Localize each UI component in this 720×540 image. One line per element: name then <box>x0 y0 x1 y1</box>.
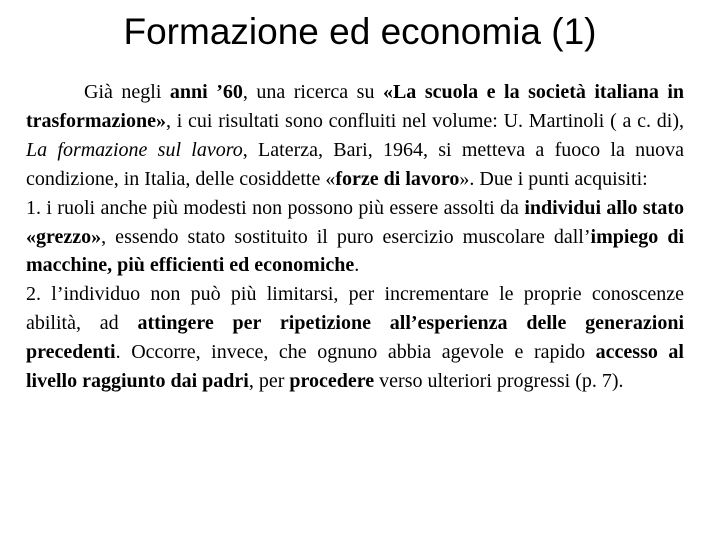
text-run: , essendo stato sostituito il puro esercizio muscolare dall’ <box>101 225 591 248</box>
point-1 <box>26 194 684 281</box>
text-run: ». Due i punti acquisiti: <box>459 167 648 190</box>
bold-run: impiego di macchine, più efficienti ed economiche <box>26 225 684 277</box>
text-run: verso ulteriori progressi (p. 7). <box>374 370 624 393</box>
text-run: Già negli <box>84 81 170 103</box>
bold-run: individui allo stato «grezzo» <box>26 196 684 248</box>
bold-run: attingere per ripetizione all’esperienza delle generazioni precedenti <box>26 312 684 364</box>
text-run: , una ricerca su <box>242 81 383 103</box>
text-run: . Occorre, invece, che ognuno abbia agevole e rapido <box>115 341 596 364</box>
text-run: , Laterza, Bari, 1964, si metteva a fuoco la nuova condizione, in Italia, delle cosiddette « <box>26 138 684 190</box>
book-title: La formazione sul lavoro <box>26 138 243 161</box>
text-run: . <box>354 254 360 277</box>
slide-body <box>26 78 684 396</box>
bold-run: anni ’60 <box>169 81 243 103</box>
bold-run: forze di lavoro <box>335 167 460 190</box>
point-2 <box>26 280 684 396</box>
bold-run: «La scuola e la società italiana in trasformazione» <box>26 81 685 132</box>
bold-run: accesso al livello raggiunto dai padri <box>26 341 684 393</box>
text-run: , per <box>248 370 290 393</box>
bold-run: procedere <box>289 370 375 393</box>
text-run: , i cui risultati sono confluiti nel volume: U. Martinoli ( a c. di), <box>165 109 684 132</box>
text-run: 2. l’individuo non può più limitarsi, per incrementare le proprie conoscenze abilità, ad <box>26 283 684 335</box>
text-run: 1. i ruoli anche più modesti non possono più essere assolti da <box>26 196 525 219</box>
slide-title: Formazione ed economia (1) <box>123 11 597 52</box>
intro-paragraph <box>26 78 684 194</box>
